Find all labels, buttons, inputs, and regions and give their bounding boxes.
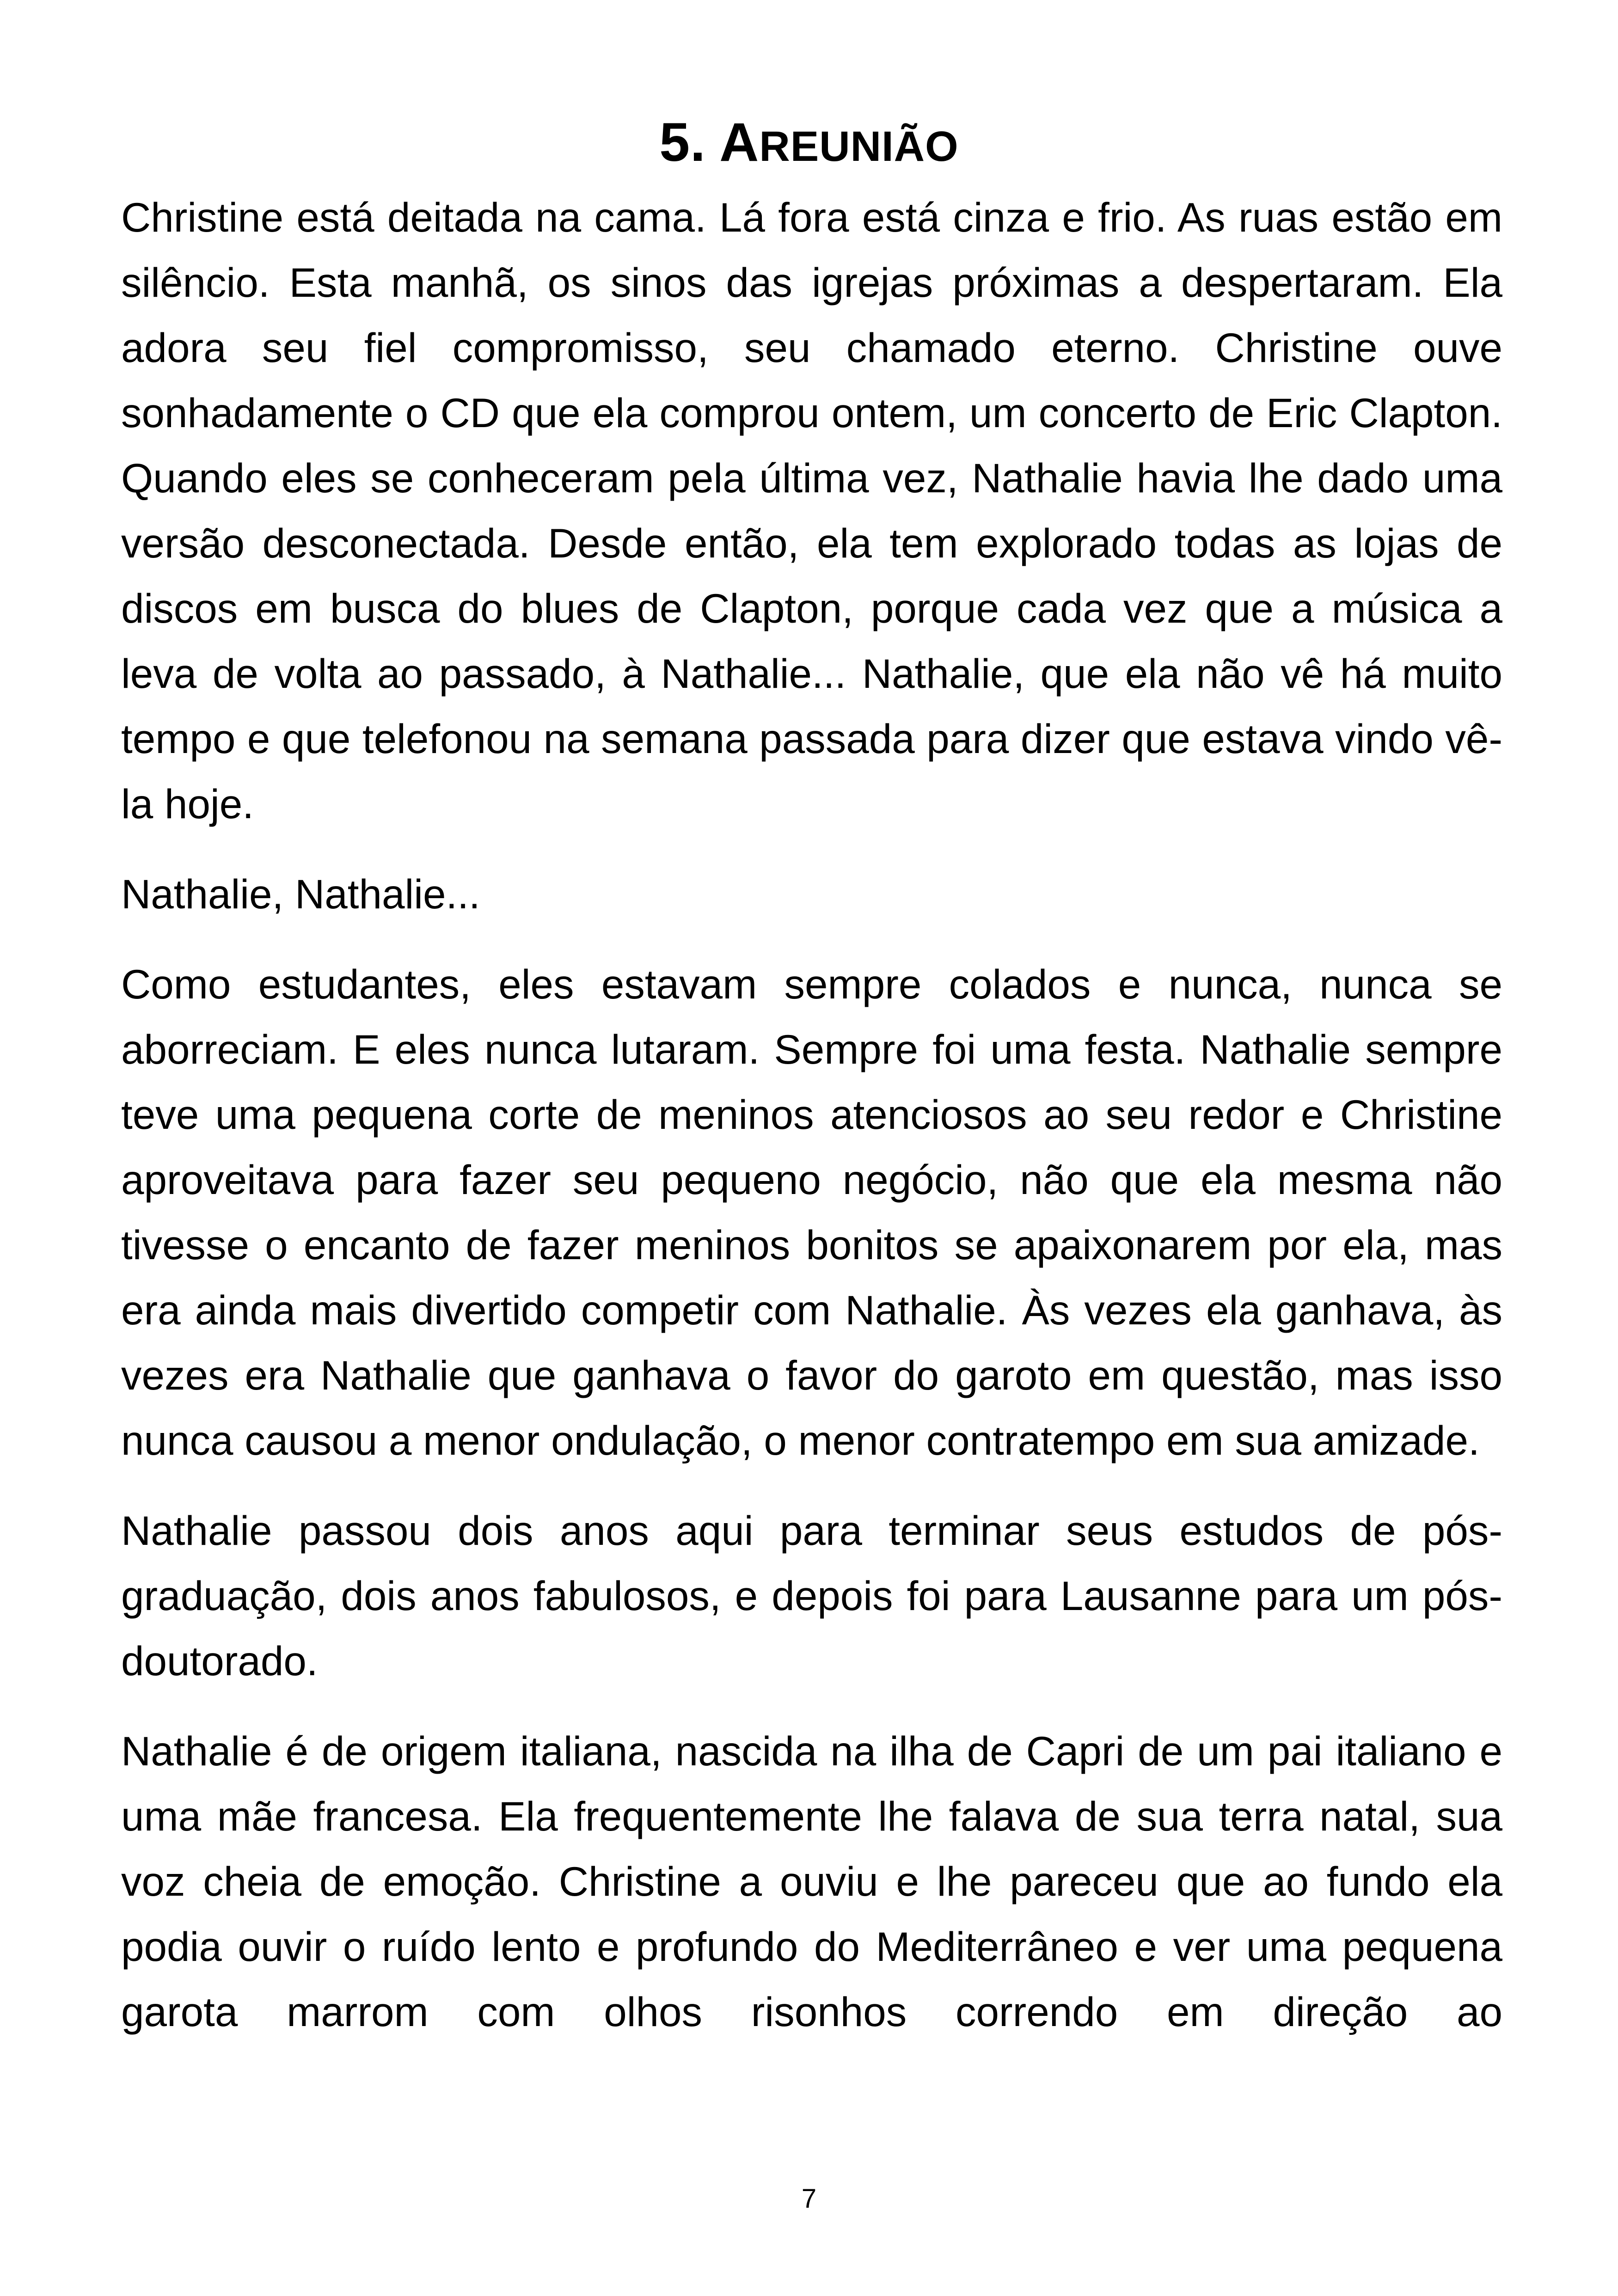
paragraph-2: Nathalie, Nathalie... [121, 871, 480, 917]
chapter-title [0, 112, 1618, 173]
paragraph-4: Nathalie passou dois anos aqui para terminar seus estudos de pós-graduação, dois anos fabulosos, e depois foi para Lausanne para um pós-doutorado. [121, 1507, 1502, 1684]
paragraph-3: Como estudantes, eles estavam sempre colados e nunca, nunca se aborreciam. E eles nunca lutaram. Sempre foi uma festa. Nathalie sempre teve uma pequena corte de meninos atenciosos ao seu redor e Christine aproveitava para fazer seu pequeno negócio, não que ela mesma não tivesse o encanto de fazer meninos bonitos se apaixonarem por ela, mas era ainda mais divertido competir com Nathalie. Às vezes ela ganhava, às vezes era Nathalie que ganhava o favor do garoto em questão, mas isso nunca causou a menor ondulação, o menor contratempo em sua amizade. [121, 961, 1502, 1463]
chapter-title-initial: A [719, 112, 760, 173]
chapter-title-rest: REUNIÃO [759, 123, 959, 171]
paragraph-5: Nathalie é de origem italiana, nascida na ilha de Capri de um pai italiano e uma mãe francesa. Ela frequentemente lhe falava de sua terra natal, sua voz cheia de emoção. Christine a ouviu e lhe pareceu que ao fundo ela podia ouvir o ruído lento e profundo do Mediterrâneo e ver uma pequena garota marrom com olhos risonhos correndo em direção ao [121, 1728, 1502, 2035]
chapter-number: 5. [659, 112, 706, 173]
page-number: 7 [801, 2184, 817, 2214]
paragraph-1: Christine está deitada na cama. Lá fora está cinza e frio. As ruas estão em silêncio. Esta manhã, os sinos das igrejas próximas a despertaram. Ela adora seu fiel compromisso, seu chamado eterno. Christine ouve sonhadamente o CD que ela comprou ontem, um concerto de Eric Clapton. Quando eles se conheceram pela última vez, Nathalie havia lhe dado uma versão desconectada. Desde então, ela tem explorado todas as lojas de discos em busca do blues de Clapton, porque cada vez que a música a leva de volta ao passado, à Nathalie... Nathalie, que ela não vê há muito tempo e que telefonou na semana passada para dizer que estava vindo vê-la hoje. [121, 194, 1502, 827]
body-text [121, 185, 1502, 2069]
